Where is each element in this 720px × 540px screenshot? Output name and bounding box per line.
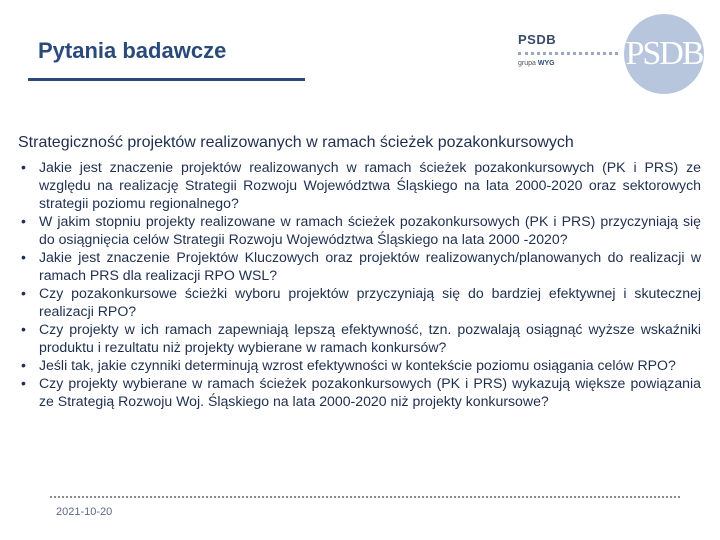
title-underline: [28, 78, 305, 81]
question-item: • Jeśli tak, jakie czynniki determinują wzrost efektywności w kontekście poziomu osiągania celów RPO?: [18, 356, 701, 374]
logo-text: PSDB: [625, 35, 703, 72]
question-item: • Jakie jest znaczenie Projektów Kluczowych oraz projektów realizowanych/planowanych do realizacji w ramach PRS dla realizacji RPO WSL?: [18, 248, 701, 284]
brand-dotted-divider: [518, 52, 618, 55]
page-title: Pytania badawcze: [38, 38, 227, 63]
footer-divider: [50, 496, 680, 498]
question-item: • Czy projekty wybierane w ramach ścieżek pozakonkursowych (PK i PRS) wykazują większe powiązania ze Strategią Rozwoju Woj. Śląskiego na lata 2000-2020 niż projekty konkursowe?: [18, 374, 701, 410]
question-item: • Czy projekty w ich ramach zapewniają lepszą efektywność, tzn. pozwalają osiągnąć wyższe wskaźniki produktu i rezultatu niż projekty wybierane w ramach konkursów?: [18, 320, 701, 356]
brand-name: PSDB: [518, 32, 557, 47]
section-subheading: Strategiczność projektów realizowanych w ramach ścieżek pozakonkursowych: [18, 134, 574, 151]
brand-group: [518, 60, 555, 67]
question-item: • Jakie jest znaczenie projektów realizowanych w ramach ścieżek pozakonkursowych (PK i PRS) ze względu na realizację Strategii Rozwoju Województwa Śląskiego na lata 2000-2020 oraz sektorowych strategii poziomu regionalnego?: [18, 158, 701, 212]
brand-group-prefix: grupa: [518, 60, 538, 67]
psdb-brand: [518, 32, 557, 67]
question-list: [18, 158, 701, 410]
brand-group-name: WYG: [537, 60, 555, 67]
question-item: • Czy pozakonkursowe ścieżki wyboru projektów przyczyniają się do bardziej efektywnej i skutecznej realizacji RPO?: [18, 284, 701, 320]
psdb-logo: [624, 14, 704, 94]
question-item: • W jakim stopniu projekty realizowane w ramach ścieżek pozakonkursowych (PK i PRS) przyczyniają się do osiągnięcia celów Strategii Rozwoju Województwa Śląskiego na lata 2000 -2020?: [18, 212, 701, 248]
footer-date: 2021-10-20: [56, 506, 113, 518]
